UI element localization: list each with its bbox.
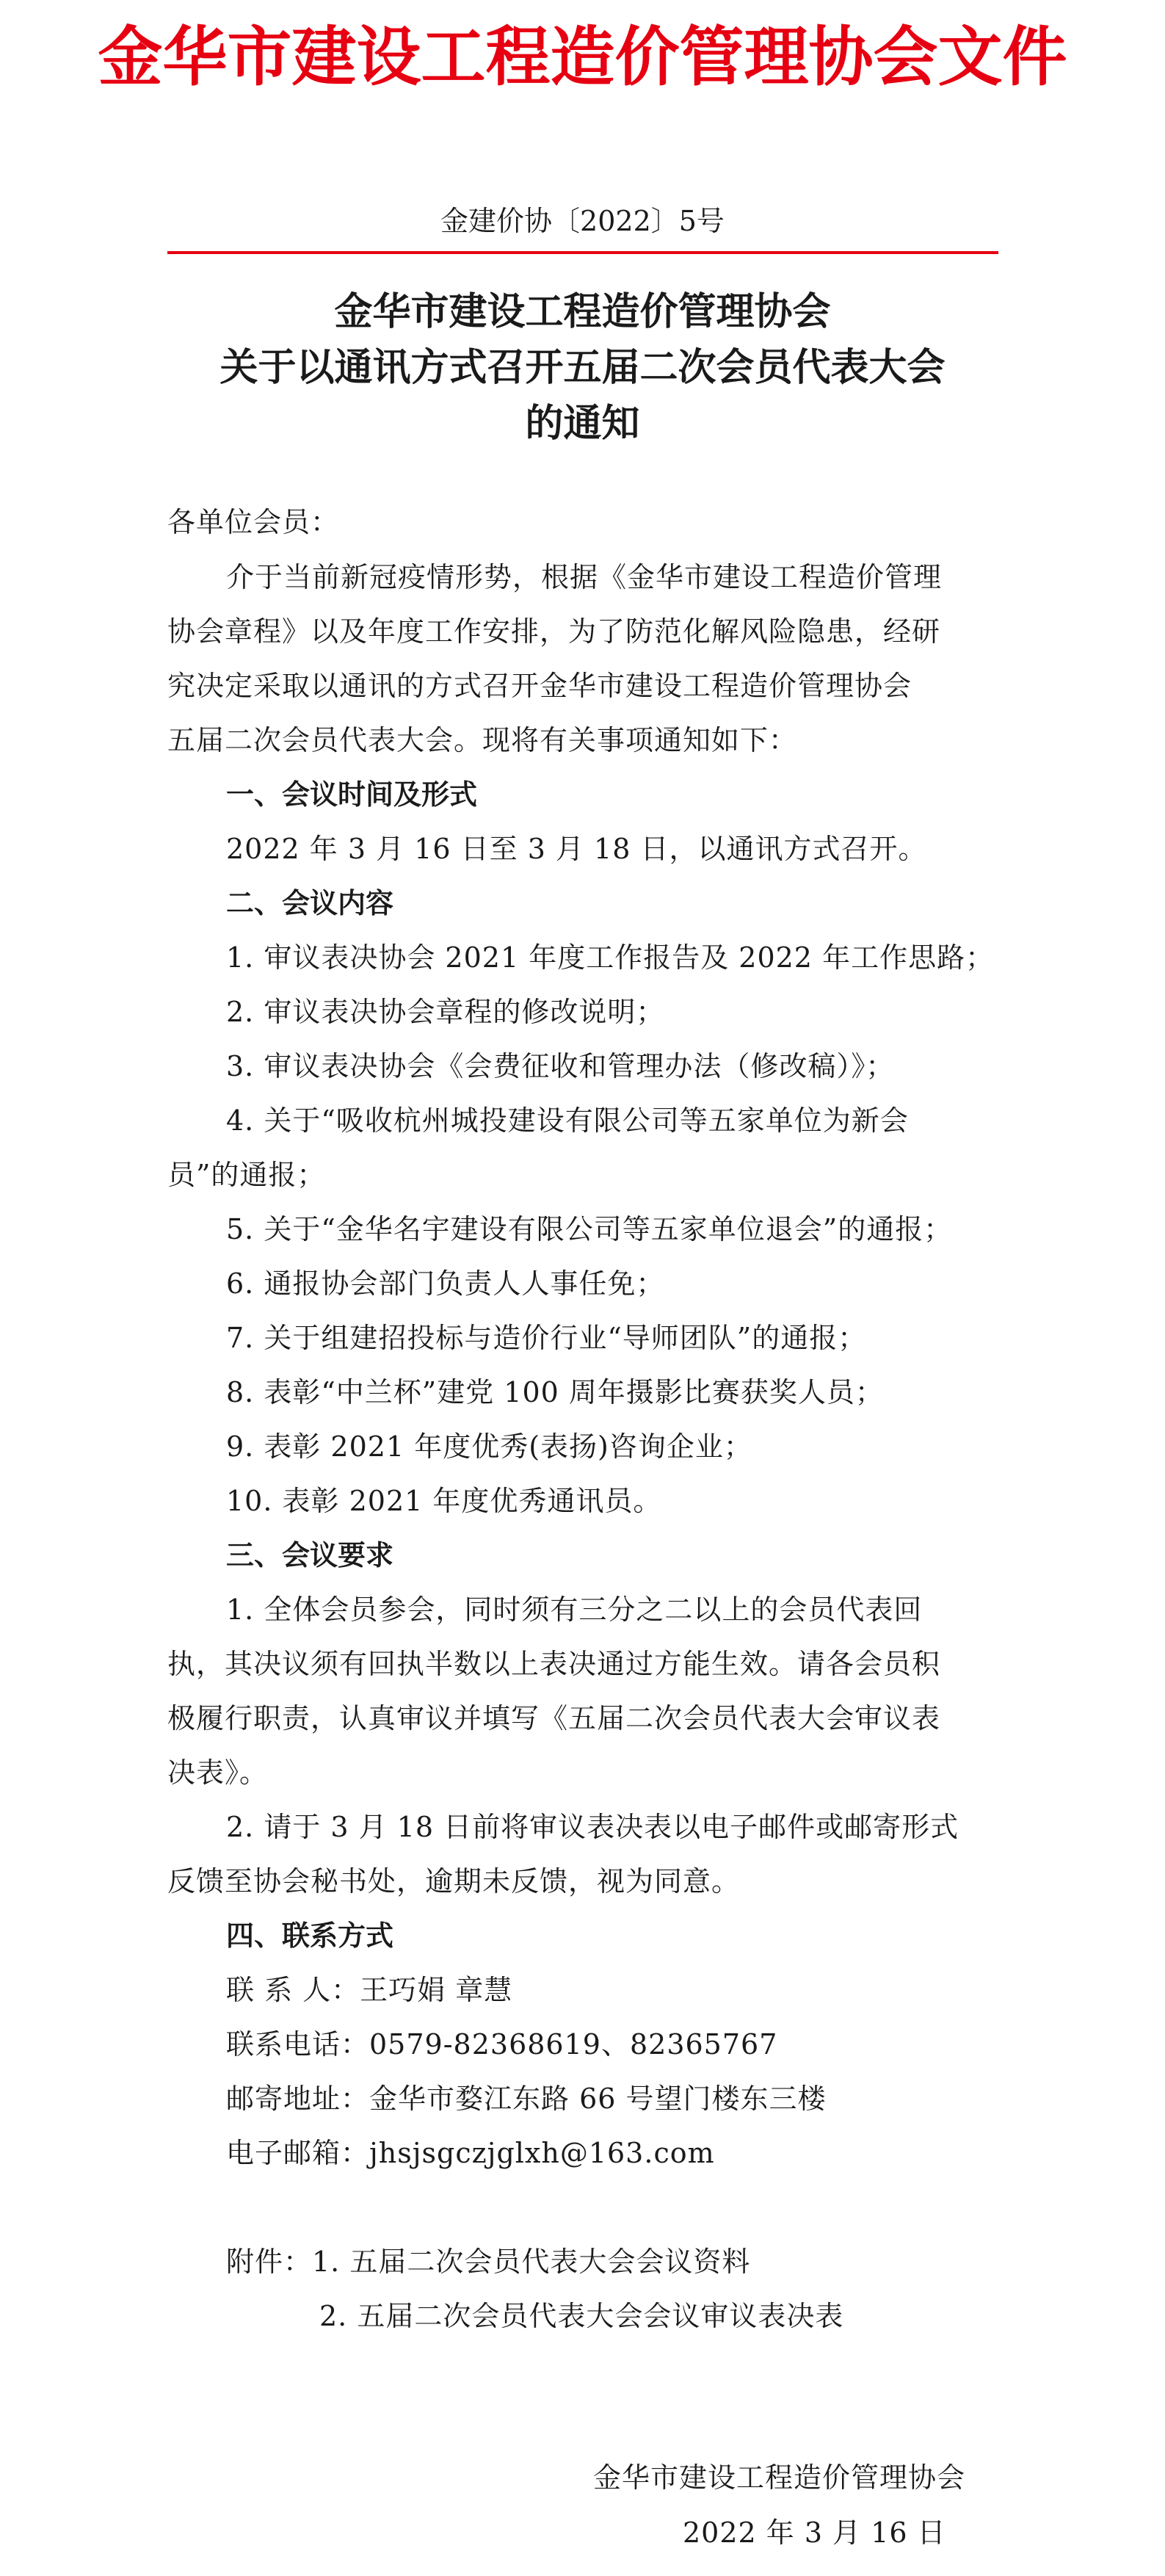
document-header-title: 金华市建设工程造价管理协会文件 — [98, 18, 1067, 95]
agenda-item: 2. 审议表决协会章程的修改说明； — [226, 996, 665, 1028]
section-heading-requirements: 三、会议要求 — [226, 1539, 394, 1571]
requirement-line: 2. 请于 3 月 18 日前将审议表决表以电子邮件或邮寄形式 — [226, 1811, 959, 1843]
agenda-item: 6. 通报协会部门负责人人事任免； — [226, 1267, 665, 1300]
section-heading-contact: 四、联系方式 — [226, 1920, 394, 1952]
attachment-item: 附件：1. 五届二次会员代表大会会议资料 — [226, 2246, 751, 2278]
title-line-1: 金华市建设工程造价管理协会 — [334, 289, 831, 334]
attachment-item: 2. 五届二次会员代表大会会议审议表决表 — [319, 2300, 844, 2332]
requirement-line: 1. 全体会员参会，同时须有三分之二以上的会员代表回 — [226, 1593, 923, 1626]
section-heading-time: 一、会议时间及形式 — [226, 778, 478, 811]
signature-date: 2022 年 3 月 16 日 — [683, 2517, 946, 2549]
requirement-line: 决表》。 — [167, 1756, 269, 1789]
contact-phone: 联系电话：0579-82368619、82365767 — [226, 2028, 778, 2061]
agenda-item: 1. 审议表决协会 2021 年度工作报告及 2022 年工作思路； — [226, 941, 995, 974]
red-divider — [167, 251, 998, 254]
contact-email: 电子邮箱：jhsjsgczjglxh@163.com — [226, 2137, 715, 2169]
title-line-3: 的通知 — [525, 401, 640, 446]
intro-line: 协会章程》以及年度工作安排，为了防范化解风险隐患，经研 — [167, 615, 941, 648]
section-heading-content: 二、会议内容 — [226, 887, 394, 919]
intro-line: 五届二次会员代表大会。现将有关事项通知如下： — [167, 724, 798, 756]
intro-line: 介于当前新冠疫情形势，根据《金华市建设工程造价管理 — [226, 561, 943, 593]
requirement-line: 执，其决议须有回执半数以上表决通过方能生效。请各会员积 — [167, 1648, 941, 1680]
agenda-item: 员”的通报； — [167, 1159, 326, 1191]
contact-address: 邮寄地址：金华市婺江东路 66 号望门楼东三楼 — [226, 2083, 827, 2115]
agenda-item: 9. 表彰 2021 年度优秀(表扬)咨询企业； — [226, 1430, 752, 1463]
contact-person: 联 系 人：王巧娟 章慧 — [226, 1974, 513, 2006]
title-line-2: 关于以通讯方式召开五届二次会员代表大会 — [219, 345, 946, 390]
requirement-line: 极履行职责，认真审议并填写《五届二次会员代表大会审议表 — [167, 1702, 941, 1734]
document-number: 金建价协〔2022〕5号 — [440, 205, 725, 237]
agenda-item: 5. 关于“金华名宇建设有限公司等五家单位退会”的通报； — [226, 1213, 953, 1245]
agenda-item: 4. 关于“吸收杭州城投建设有限公司等五家单位为新会 — [226, 1104, 909, 1137]
salutation: 各单位会员： — [167, 506, 340, 538]
intro-line: 究决定采取以通讯的方式召开金华市建设工程造价管理协会 — [167, 670, 912, 702]
agenda-item: 10. 表彰 2021 年度优秀通讯员。 — [226, 1485, 662, 1517]
agenda-item: 7. 关于组建招投标与造价行业“导师团队”的通报； — [226, 1322, 867, 1354]
requirement-line: 反馈至协会秘书处，逾期未反馈，视为同意。 — [167, 1865, 741, 1897]
meeting-time-text: 2022 年 3 月 16 日至 3 月 18 日，以通讯方式召开。 — [226, 833, 927, 865]
agenda-item: 8. 表彰“中兰杯”建党 100 周年摄影比赛获奖人员； — [226, 1376, 884, 1408]
agenda-item: 3. 审议表决协会《会费征收和管理办法（修改稿）》； — [226, 1050, 895, 1082]
signature-organization: 金华市建设工程造价管理协会 — [593, 2461, 966, 2494]
